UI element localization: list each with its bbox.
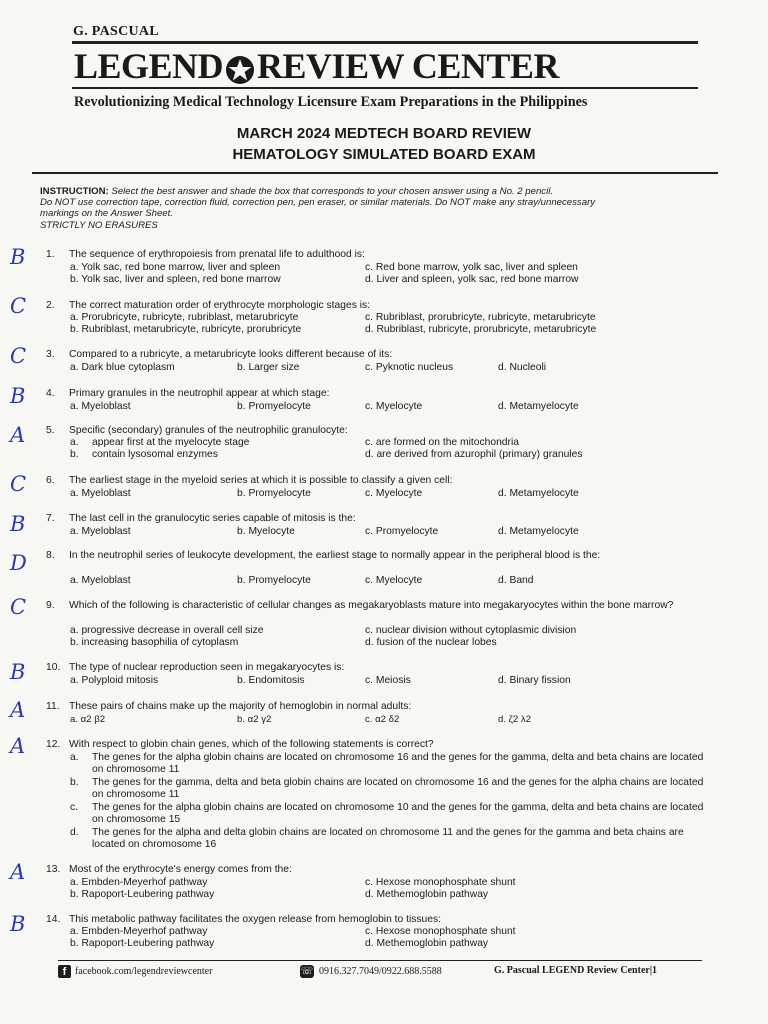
option-c: c. Red bone marrow, yolk sac, liver and spleen	[365, 262, 578, 273]
title-rule	[32, 172, 718, 174]
option-c: c. Hexose monophosphate shunt	[365, 926, 516, 937]
option-c: c. α2 δ2	[365, 714, 400, 725]
option-a: a. Embden-Meyerhof pathway	[70, 926, 208, 937]
question-stem: Which of the following is characteristic of cellular changes as megakaryoblasts mature into megakaryocytes within the bone marrow?	[69, 600, 674, 611]
handwritten-answer: A	[10, 423, 26, 447]
brand-left-word: LEGEND	[74, 46, 224, 86]
instruction-line2: Do NOT use correction tape, correction fluid, correction pen, pen eraser, or similar materials. Do NOT make any stray/unnecessary	[40, 197, 596, 209]
option-d: d. Metamyelocyte	[498, 488, 579, 499]
option-d: d. fusion of the nuclear lobes	[365, 637, 497, 648]
question-stem: These pairs of chains make up the majority of hemoglobin in normal adults:	[69, 701, 412, 712]
question-stem: Specific (secondary) granules of the neutrophilic granulocyte:	[69, 425, 348, 436]
option-c: c. Meiosis	[365, 675, 411, 686]
footer-phone	[300, 965, 442, 978]
option-d-label: d.	[70, 827, 79, 838]
header-rule-top	[72, 41, 698, 44]
phone-numbers: 0916.327.7049/0922.688.5588	[319, 965, 442, 977]
option-b-label: b.	[70, 777, 79, 788]
option-b: b. Promyelocyte	[237, 575, 311, 586]
option-d: d. are derived from azurophil (primary) granules	[365, 449, 583, 460]
question-stem: The earliest stage in the myeloid series at which it is possible to classify a given cell:	[69, 475, 453, 486]
footer-rule	[58, 960, 702, 961]
option-b: b. increasing basophilia of cytoplasm	[70, 637, 239, 648]
option-a: appear first at the myelocyte stage	[92, 437, 250, 448]
option-a: a. α2 β2	[70, 714, 106, 725]
question-stem: With respect to globin chain genes, which of the following statements is correct?	[69, 739, 434, 750]
handwritten-answer: B	[10, 245, 26, 269]
question-number: 6.	[46, 475, 55, 486]
option-d: d. Rubriblast, rubricyte, prorubricyte, metarubricyte	[365, 324, 597, 335]
phone-icon: ☏	[300, 966, 314, 977]
option-a-label: a.	[70, 437, 79, 448]
instruction-block	[40, 186, 720, 231]
option-a: a. Myeloblast	[70, 526, 131, 537]
option-c: The genes for the alpha globin chains are located on chromosome 10 and the genes for the gamma, delta and beta chains are located on chromosome 15	[92, 802, 704, 826]
handwritten-answer: B	[10, 384, 26, 408]
question-item	[0, 662, 768, 690]
option-b: b. α2 γ2	[237, 714, 272, 725]
option-a: a. Prorubricyte, rubricyte, rubriblast, metarubricyte	[70, 312, 299, 323]
instruction-line4: STRICTLY NO ERASURES	[40, 219, 158, 231]
footer-page-label: G. Pascual LEGEND Review Center|1	[494, 965, 658, 976]
facebook-link: facebook.com/legendreviewcenter	[75, 965, 213, 977]
question-stem: In the neutrophil series of leukocyte development, the earliest stage to normally appear in the peripheral blood is the:	[69, 550, 601, 561]
option-c: c. Myelocyte	[365, 488, 423, 499]
option-d: d. Methemoglobin pathway	[365, 889, 489, 900]
option-a: a. progressive decrease in overall cell size	[70, 625, 264, 636]
option-c: c. Hexose monophosphate shunt	[365, 877, 516, 888]
question-number: 8.	[46, 550, 55, 561]
option-a: a. Myeloblast	[70, 488, 131, 499]
question-item	[0, 698, 768, 729]
question-number: 10.	[46, 662, 61, 673]
option-b: b. Rapoport-Leubering pathway	[70, 889, 215, 900]
exam-title-line2: HEMATOLOGY SIMULATED BOARD EXAM	[232, 146, 536, 163]
handwritten-answer: B	[10, 512, 26, 536]
question-item	[0, 245, 768, 289]
star-icon	[225, 55, 255, 85]
question-item	[0, 472, 768, 503]
option-a: a. Myeloblast	[70, 575, 131, 586]
handwritten-answer: A	[10, 860, 26, 884]
option-b: b. Yolk sac, liver and spleen, red bone marrow	[70, 274, 281, 285]
question-number: 7.	[46, 513, 55, 524]
option-c: c. nuclear division without cytoplasmic division	[365, 625, 577, 636]
instruction-line3: markings on the Answer Sheet.	[40, 208, 173, 220]
question-stem: The sequence of erythropoiesis from prenatal life to adulthood is:	[69, 249, 365, 260]
option-a: a. Dark blue cytoplasm	[70, 362, 175, 373]
question-stem: This metabolic pathway facilitates the oxygen release from hemoglobin to tissues:	[69, 914, 442, 925]
handwritten-answer: C	[10, 294, 27, 318]
question-number: 3.	[46, 349, 55, 360]
question-item	[0, 914, 768, 954]
option-c: c. Promyelocyte	[365, 526, 439, 537]
handwritten-answer: C	[10, 344, 27, 368]
question-number: 12.	[46, 739, 61, 750]
option-c: c. Rubriblast, prorubricyte, rubricyte, metarubricyte	[365, 312, 596, 323]
option-b: b. Rapoport-Leubering pathway	[70, 938, 215, 949]
option-d: d. Band	[498, 575, 534, 586]
exam-title-line1: MARCH 2024 MEDTECH BOARD REVIEW	[236, 125, 532, 142]
question-number: 13.	[46, 864, 61, 875]
option-b: b. Promyelocyte	[237, 488, 311, 499]
brand-right-words: REVIEW CENTER	[257, 46, 559, 86]
handwritten-answer: A	[10, 734, 26, 758]
option-b: The genes for the gamma, delta and beta globin chains are located on chromosome 16 and the genes for the alpha chains are located on chromosome 11	[92, 777, 704, 801]
question-item	[0, 294, 768, 340]
tagline: Revolutionizing Medical Technology Licensure Exam Preparations in the Philippines	[74, 94, 588, 110]
option-c: c. are formed on the mitochondria	[365, 437, 519, 448]
question-item	[0, 734, 768, 853]
question-number: 14.	[46, 914, 61, 925]
option-b: b. Larger size	[237, 362, 300, 373]
option-a: a. Embden-Meyerhof pathway	[70, 877, 208, 888]
question-item	[0, 595, 768, 652]
brand-small-title: G. PASCUAL	[73, 24, 159, 39]
facebook-icon: f	[58, 965, 71, 978]
option-c: c. Myelocyte	[365, 401, 423, 412]
question-number: 2.	[46, 300, 55, 311]
option-c-label: c.	[70, 802, 79, 813]
instruction-label: INSTRUCTION:	[40, 186, 109, 197]
handwritten-answer: C	[10, 472, 27, 496]
handwritten-answer: D	[10, 551, 27, 575]
option-d: d. Metamyelocyte	[498, 401, 579, 412]
option-b: b. Promyelocyte	[237, 401, 311, 412]
question-stem: Primary granules in the neutrophil appear at which stage:	[69, 388, 330, 399]
question-number: 4.	[46, 388, 55, 399]
question-number: 1.	[46, 249, 55, 260]
option-b: b. Myelocyte	[237, 526, 295, 537]
question-number: 5.	[46, 425, 55, 436]
question-item	[0, 550, 768, 590]
option-d: d. ζ2 λ2	[498, 714, 532, 725]
header-rule-mid	[72, 87, 698, 89]
footer-facebook	[58, 965, 212, 978]
option-b: b. Rubriblast, metarubricyte, rubricyte, prorubricyte	[70, 324, 302, 335]
question-number: 11.	[46, 701, 60, 712]
option-d: d. Binary fission	[498, 675, 571, 686]
option-d: d. Nucleoli	[498, 362, 547, 373]
option-b: contain lysosomal enzymes	[92, 449, 218, 460]
handwritten-answer: A	[10, 698, 26, 722]
option-b: b. Endomitosis	[237, 675, 305, 686]
option-a: a. Polyploid mitosis	[70, 675, 159, 686]
question-item	[0, 344, 768, 377]
question-stem: The last cell in the granulocytic series capable of mitosis is the:	[69, 513, 356, 524]
handwritten-answer: C	[10, 595, 27, 619]
option-a: The genes for the alpha globin chains are located on chromosome 16 and the genes for the gamma, delta and beta chains are located on chromosome 11	[92, 752, 704, 776]
question-item	[0, 384, 768, 416]
question-item	[0, 513, 768, 541]
option-c: c. Myelocyte	[365, 575, 423, 586]
option-c: c. Pyknotic nucleus	[365, 362, 454, 373]
option-a: a. Myeloblast	[70, 401, 131, 412]
option-a-label: a.	[70, 752, 79, 763]
handwritten-answer: B	[10, 660, 26, 684]
option-d: The genes for the alpha and delta globin chains are located on chromosome 11 and the genes for the gamma and beta chains are located on chromosome 16	[92, 827, 684, 851]
question-stem: The type of nuclear reproduction seen in megakaryocytes is:	[69, 662, 345, 673]
question-item	[0, 860, 768, 904]
option-d: d. Methemoglobin pathway	[365, 938, 489, 949]
option-a: a. Yolk sac, red bone marrow, liver and spleen	[70, 262, 281, 273]
question-stem: Compared to a rubricyte, a metarubricyte looks different because of its:	[69, 349, 393, 360]
question-stem: Most of the erythrocyte's energy comes from the:	[69, 864, 292, 875]
handwritten-answer: B	[10, 912, 26, 936]
question-number: 9.	[46, 600, 55, 611]
question-item	[0, 425, 768, 465]
brand-logo	[74, 46, 700, 86]
option-d: d. Liver and spleen, yolk sac, red bone marrow	[365, 274, 579, 285]
option-d: d. Metamyelocyte	[498, 526, 579, 537]
option-b-label: b.	[70, 449, 79, 460]
question-stem: The correct maturation order of erythrocyte morphologic stages is:	[69, 300, 371, 311]
instruction-line1: Select the best answer and shade the box that corresponds to your chosen answer using a No. 2 pencil.	[111, 186, 554, 197]
